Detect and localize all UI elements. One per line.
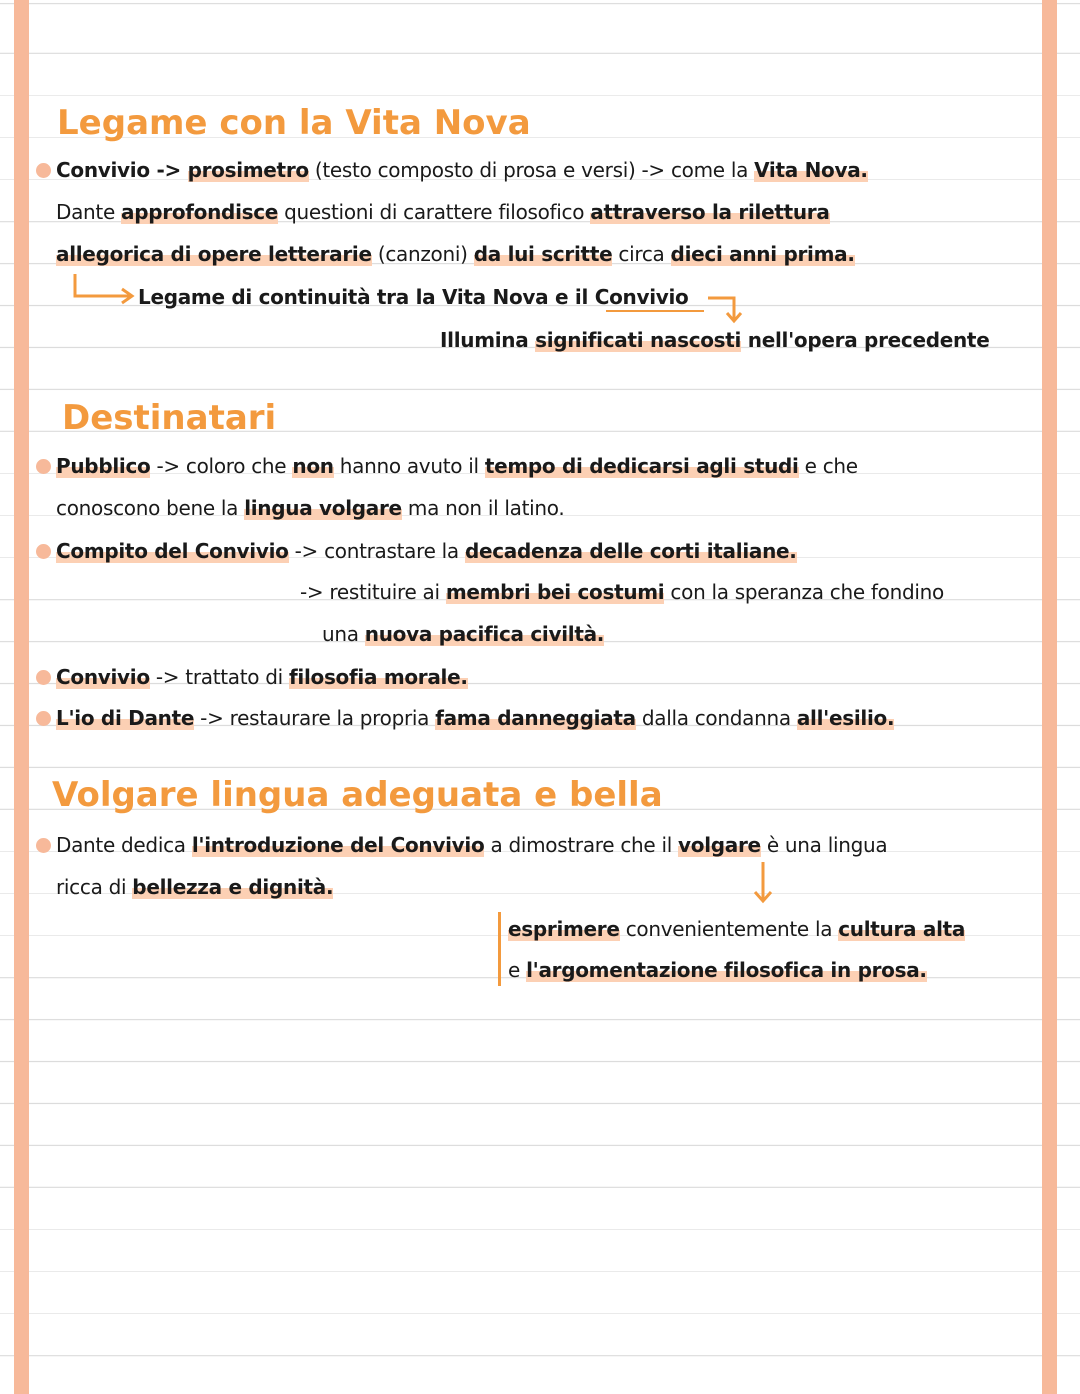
note-line	[56, 537, 797, 565]
section-heading-destinatari: Destinatari	[62, 398, 277, 438]
text: Illumina	[440, 328, 536, 352]
highlight: esprimere	[508, 917, 620, 941]
highlight: non	[292, 454, 334, 478]
highlight: dieci anni prima.	[670, 242, 855, 266]
highlight: all'esilio.	[796, 706, 895, 730]
highlight: prosimetro	[187, 158, 309, 182]
highlight: l'argomentazione filosofica in prosa.	[526, 958, 927, 982]
bullet	[36, 838, 51, 853]
highlight: da lui scritte	[473, 242, 613, 266]
text: -> coloro che	[150, 454, 293, 478]
note-line	[508, 915, 965, 943]
text: ricca di	[56, 875, 133, 899]
text: (testo composto di prosa e versi) -> come la	[308, 158, 755, 182]
text: -> contrastare la	[288, 539, 465, 563]
text: conoscono bene la	[56, 496, 245, 520]
note-line	[56, 494, 564, 522]
highlight: cultura alta	[838, 917, 966, 941]
text: e	[508, 958, 527, 982]
text: -> restaurare la propria	[194, 706, 436, 730]
text: nell'opera precedente	[741, 328, 990, 352]
highlight: volgare	[678, 833, 761, 857]
text: hanno avuto il	[333, 454, 485, 478]
highlight: decadenza delle corti italiane.	[464, 539, 797, 563]
highlight: filosofia morale.	[289, 665, 468, 689]
text: dalla condanna	[635, 706, 797, 730]
bullet	[36, 670, 51, 685]
note-line	[56, 704, 894, 732]
right-margin-line	[1042, 0, 1057, 1394]
note-line	[56, 452, 858, 480]
text: è una lingua	[760, 833, 888, 857]
highlight: significati nascosti	[535, 328, 742, 352]
text: -> trattato di	[149, 665, 289, 689]
elbow-arrow-icon	[70, 272, 140, 302]
note-line	[56, 240, 855, 268]
down-arrow-icon	[748, 860, 778, 906]
note-line	[56, 663, 468, 691]
note-line	[508, 956, 927, 984]
bullet	[36, 459, 51, 474]
note-line	[56, 831, 887, 859]
highlight: Pubblico	[56, 454, 151, 478]
text: -> restituire ai	[300, 580, 446, 604]
bullet	[36, 711, 51, 726]
highlight: Compito del Convivio	[56, 539, 289, 563]
highlight: L'io di Dante	[56, 706, 195, 730]
highlight: l'introduzione del Convivio	[191, 833, 485, 857]
note-line	[56, 873, 333, 901]
down-arrow-icon	[606, 286, 746, 326]
text: Dante	[56, 200, 122, 224]
quote-bar	[498, 912, 501, 986]
highlight: tempo di dedicarsi agli studi	[484, 454, 799, 478]
text: Convivio ->	[56, 158, 188, 182]
section-heading-volgare: Volgare lingua adeguata e bella	[52, 775, 663, 815]
highlight: fama danneggiata	[435, 706, 636, 730]
note-line	[322, 620, 604, 648]
text: Legame di continuità tra la Vita Nova e il Convivio	[138, 285, 689, 309]
highlight: Convivio	[56, 665, 150, 689]
note-line	[56, 198, 830, 226]
text: ma non il latino.	[401, 496, 565, 520]
text: Dante dedica	[56, 833, 192, 857]
bullet	[36, 163, 51, 178]
text: e che	[798, 454, 858, 478]
text: questioni di carattere filosofico	[278, 200, 591, 224]
highlight: bellezza e dignità.	[132, 875, 334, 899]
highlight: approfondisce	[121, 200, 279, 224]
left-margin-line	[14, 0, 29, 1394]
highlight: nuova pacifica civiltà.	[364, 622, 605, 646]
note-line	[440, 326, 989, 354]
text: con la speranza che fondino	[664, 580, 944, 604]
text: a dimostrare che il	[484, 833, 679, 857]
highlight: attraverso la rilettura	[590, 200, 830, 224]
text: convenientemente la	[619, 917, 839, 941]
note-line	[56, 156, 868, 184]
bullet	[36, 544, 51, 559]
highlight: Vita Nova.	[754, 158, 868, 182]
text: (canzoni)	[371, 242, 474, 266]
section-heading-vita-nova: Legame con la Vita Nova	[57, 103, 531, 143]
note-line	[300, 578, 944, 606]
highlight: lingua volgare	[244, 496, 402, 520]
highlight: allegorica di opere letterarie	[56, 242, 372, 266]
text: una	[322, 622, 365, 646]
highlight: membri bei costumi	[445, 580, 665, 604]
text: circa	[612, 242, 671, 266]
